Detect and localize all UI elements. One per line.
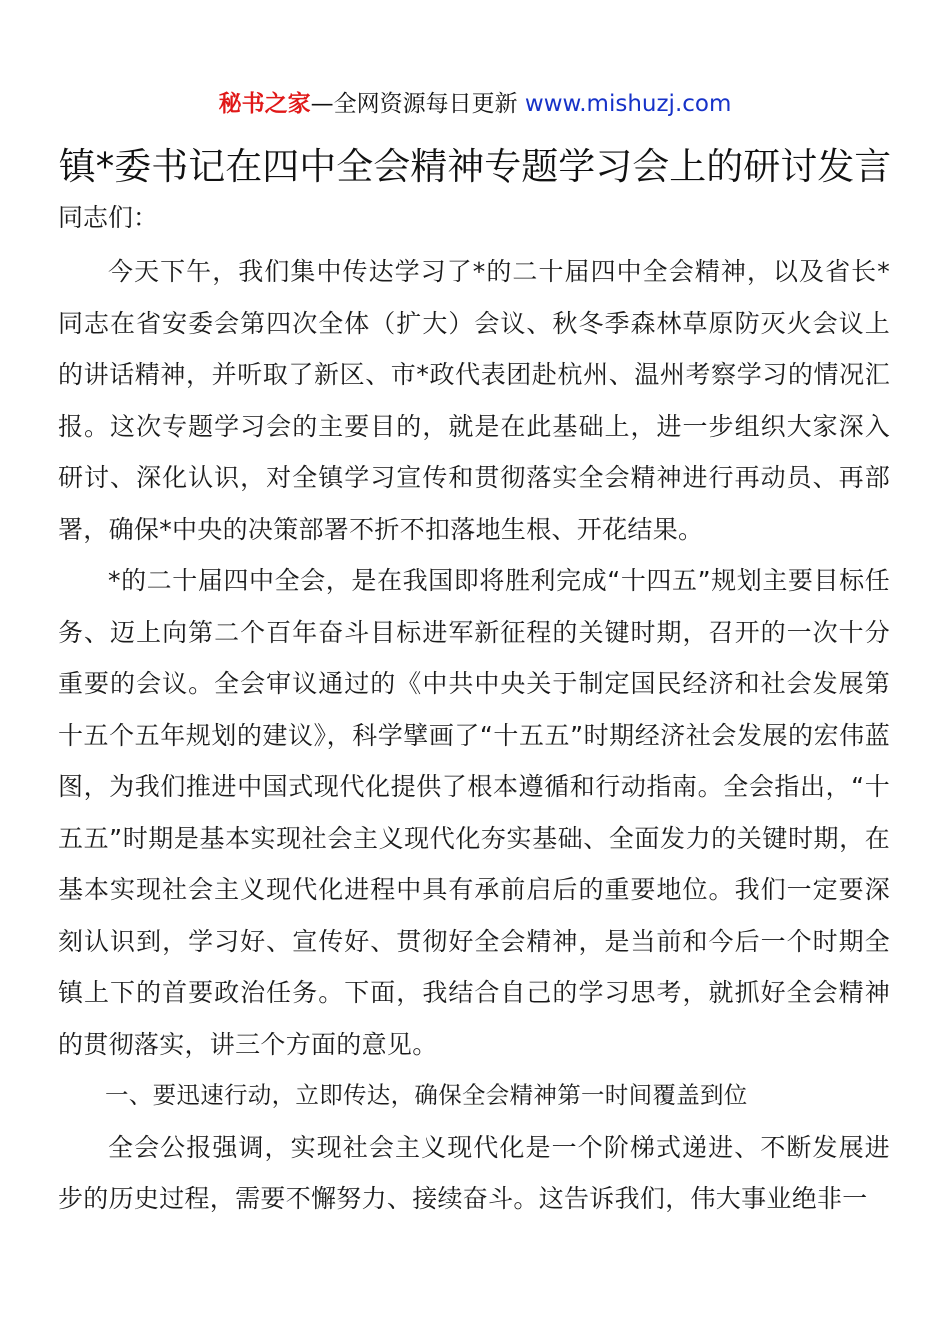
site-tagline: —全网资源每日更新 — [310, 91, 525, 117]
section-heading-1: 一、要迅速行动，立即传达，确保全会精神第一时间覆盖到位 — [105, 1081, 748, 1109]
paragraph-3: 全会公报强调，实现社会主义现代化是一个阶梯式递进、不断发展进步的历史过程，需要不懈努力、接续奋斗。这告诉我们，伟大事业绝非一 — [58, 1132, 890, 1213]
document-title: 镇*委书记在四中全会精神专题学习会上的研讨发言 — [58, 145, 892, 188]
document-body — [58, 246, 890, 1225]
salutation: 同志们： — [58, 203, 159, 232]
brand-name: 秘书之家 — [218, 91, 311, 117]
site-header — [0, 88, 950, 120]
site-url-link[interactable]: www.mishuzj.com — [524, 91, 732, 117]
paragraph-1: 今天下午，我们集中传达学习了*的二十届四中全会精神，以及省长*同志在省安委会第四次全体（扩大）会议、秋冬季森林草原防灭火会议上的讲话精神，并听取了新区、市*政代表团赴杭州、温州考察学习的情况汇报。这次专题学习会的主要目的，就是在此基础上，进一步组织大家深入研讨、深化认识，对全镇学习宣传和贯彻落实全会精神进行再动员、再部署，确保*中央的决策部署不折不扣落地生根、开花结果。 — [58, 257, 890, 544]
paragraph-2: *的二十届四中全会，是在我国即将胜利完成“十四五”规划主要目标任务、迈上向第二个百年奋斗目标进军新征程的关键时期，召开的一次十分重要的会议。全会审议通过的《中共中央关于制定国民经济和社会发展第十五个五年规划的建议》，科学擘画了“十五五”时期经济社会发展的宏伟蓝图，为我们推进中国式现代化提供了根本遵循和行动指南。全会指出，“十五五”时期是基本实现社会主义现代化夯实基础、全面发力的关键时期，在基本实现社会主义现代化进程中具有承前启后的重要地位。我们一定要深刻认识到，学习好、宣传好、贯彻好全会精神，是当前和今后一个时期全镇上下的首要政治任务。下面，我结合自己的学习思考，就抓好全会精神的贯彻落实，讲三个方面的意见。 — [58, 566, 890, 1059]
